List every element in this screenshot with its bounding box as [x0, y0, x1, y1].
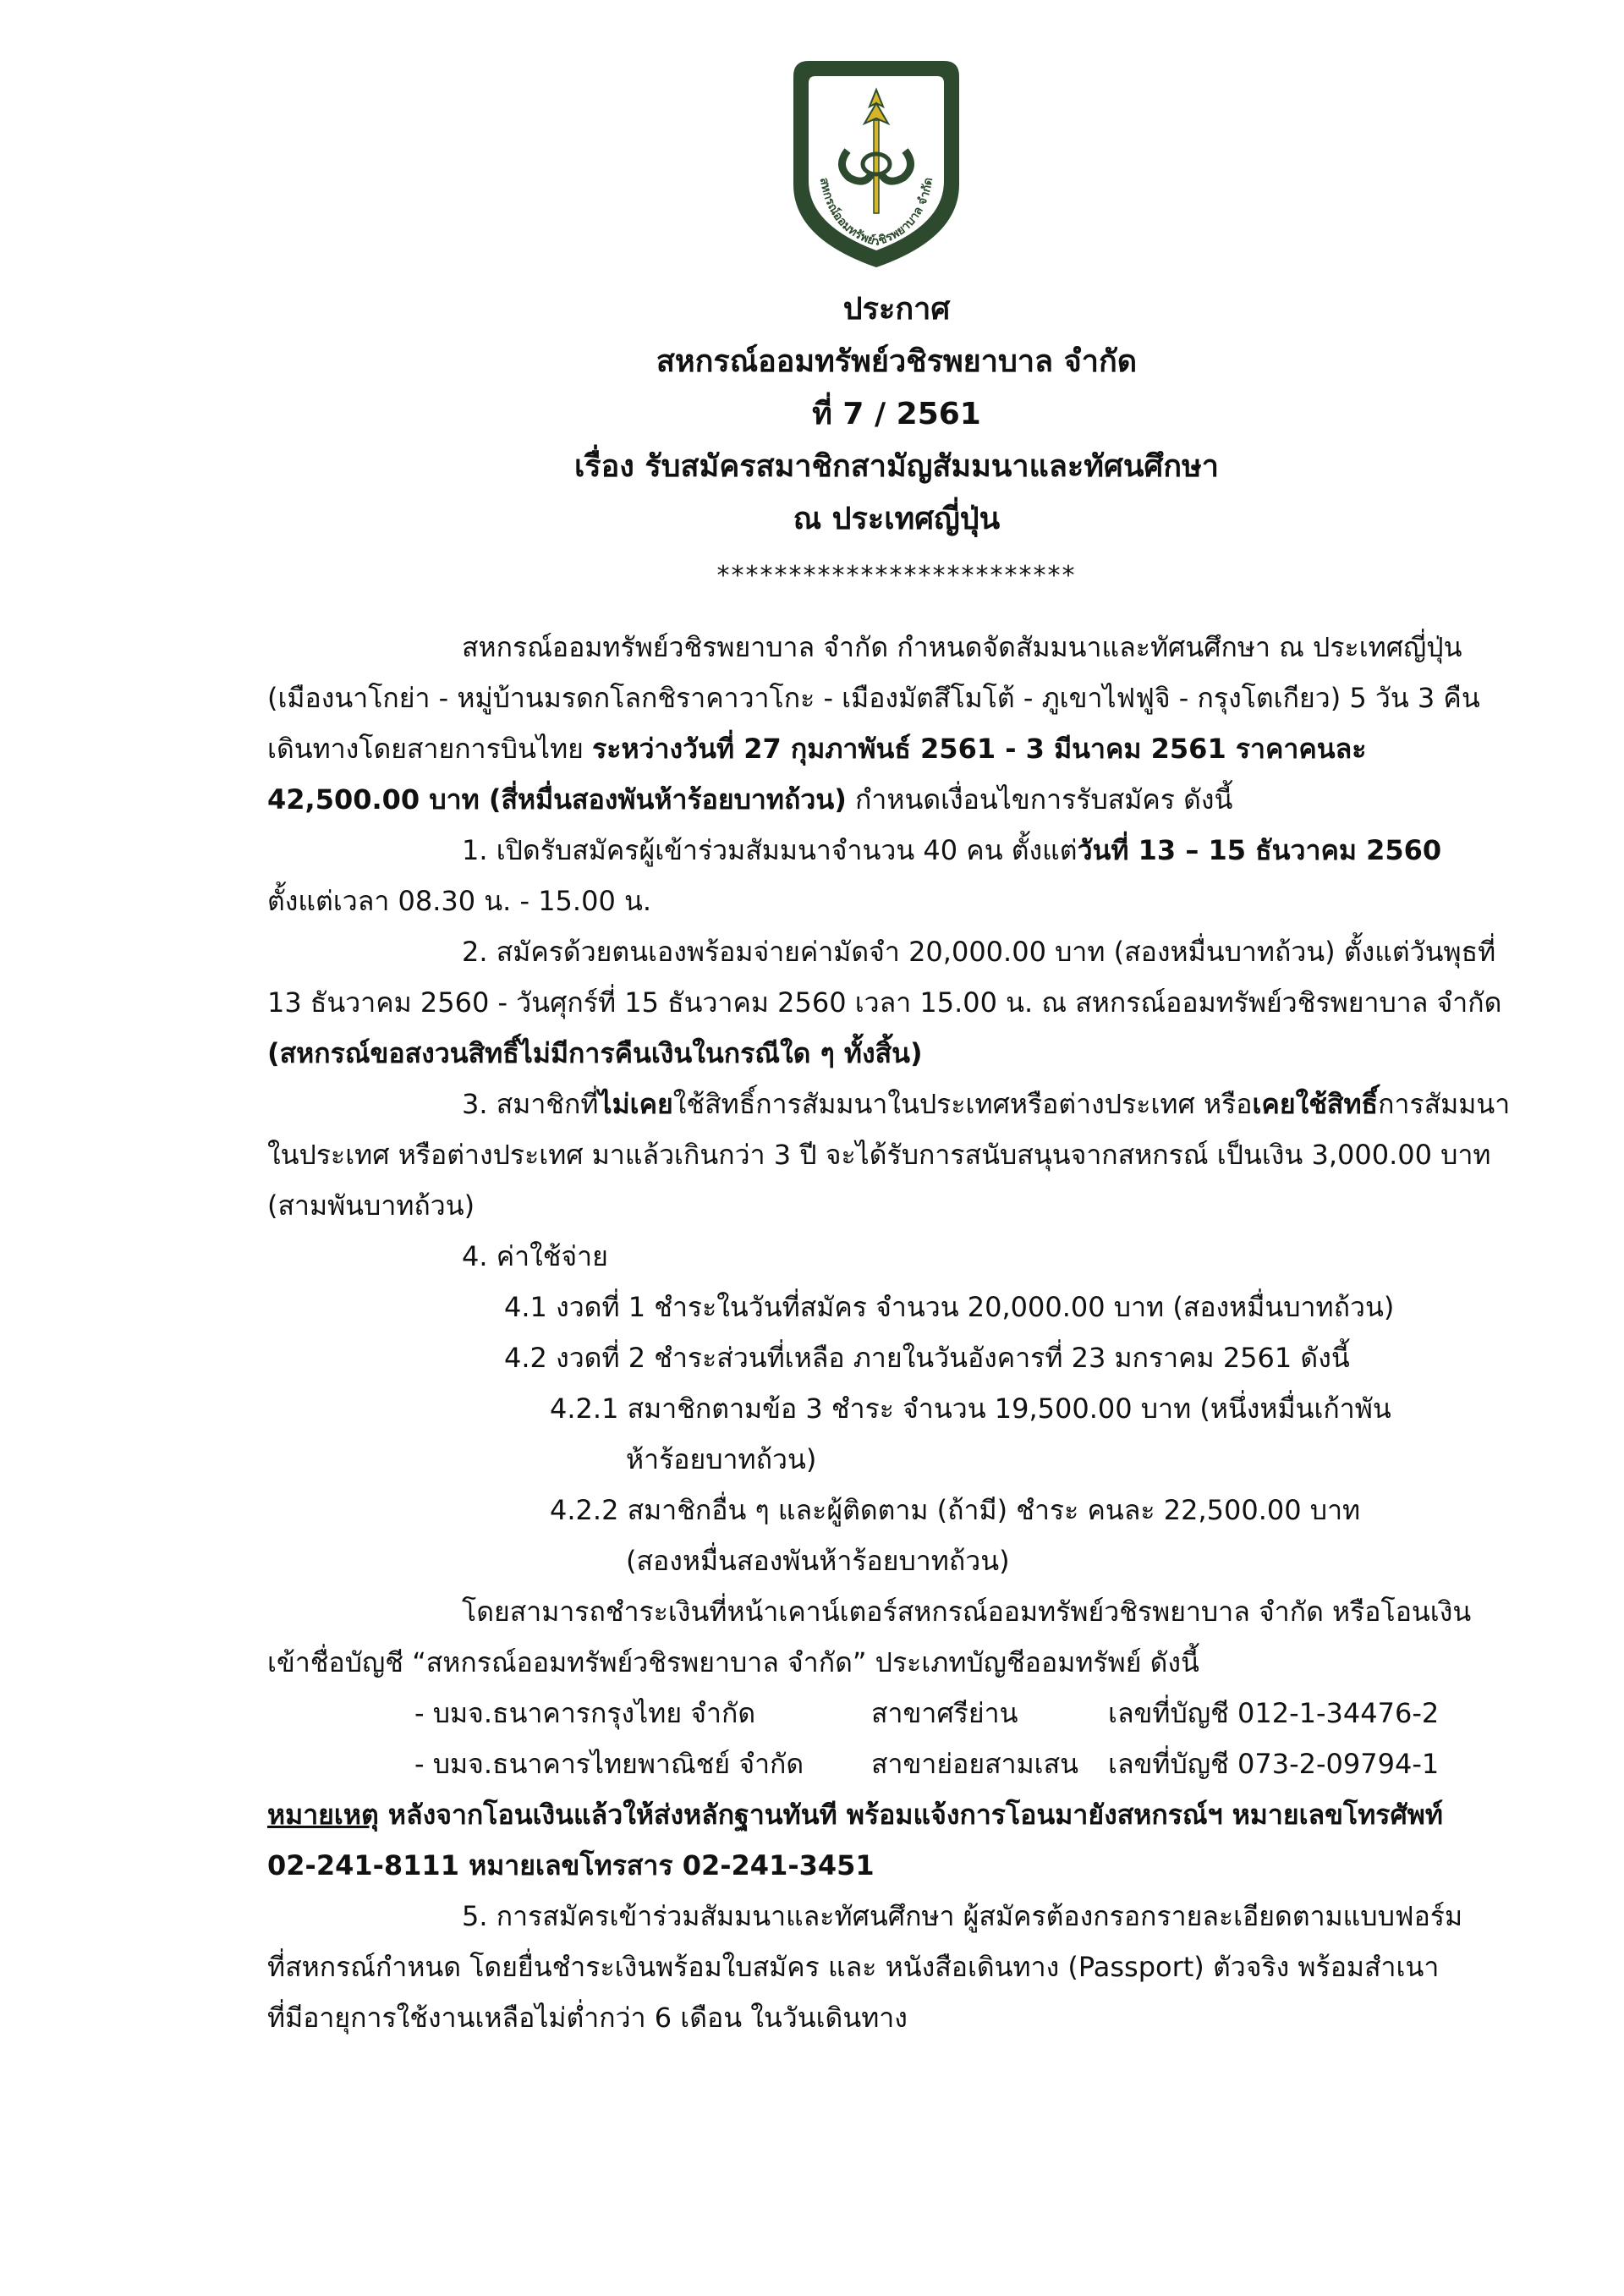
item-5-line-2: ที่สหกรณ์กำหนด โดยยื่นชำระเงินพร้อมใบสมัคร และ หนังสือเดินทาง (Passport) ตัวจริง พร้อมสำเนา [267, 1951, 1440, 1983]
announcement-location: ณ ประเทศญี่ปุ่น [793, 502, 1001, 536]
announcement-number: ที่ 7 / 2561 [812, 397, 981, 431]
bank-2-account: เลขที่บัญชี 073-2-09794-1 [1108, 1748, 1440, 1780]
intro-text: เดินทางโดยสายการบินไทย [267, 733, 593, 765]
bank-1-branch: สาขาศรีย่าน [871, 1697, 1018, 1729]
item-1-line-2: ตั้งแต่เวลา 08.30 น. - 15.00 น. [267, 885, 652, 917]
bank-2-name: - บมจ.ธนาคารไทยพาณิชย์ จำกัด [414, 1748, 804, 1780]
intro-line-2: (เมืองนาโกย่า - หมู่บ้านมรดกโลกชิราคาวาโกะ - เมืองมัตสึโมโต้ - ภูเขาไฟฟูจิ - กรุงโตเกียว) 5 วัน 3 คืน [267, 682, 1480, 714]
separator-stars: ************************* [716, 561, 1077, 590]
item-3-line-1 [462, 1079, 1510, 1129]
item-3-line-3: (สามพันบาทถ้วน) [267, 1189, 475, 1222]
intro-conditions: กำหนดเงื่อนไขการรับสมัคร ดังนี้ [846, 783, 1233, 816]
item-1-dates: วันที่ 13 – 15 ธันวาคม 2560 [1077, 834, 1442, 866]
bank-1-name: - บมจ.ธนาคารกรุงไทย จำกัด [414, 1697, 756, 1729]
payment-line-2: เข้าชื่อบัญชี “สหกรณ์ออมทรัพย์วชิรพยาบาล จำกัด” ประเภทบัญชีออมทรัพย์ ดังนี้ [267, 1646, 1199, 1678]
item-4-title: 4. ค่าใช้จ่าย [462, 1240, 608, 1272]
note-label: หมายเหตุ [267, 1799, 379, 1831]
item-3-never: ไม่เคย [598, 1088, 673, 1120]
item-1-text: 1. เปิดรับสมัครผู้เข้าร่วมสัมมนาจำนวน 40 คน ตั้งแต่ [462, 834, 1078, 866]
item-4-2-2-line-1: 4.2.2 สมาชิกอื่น ๆ และผู้ติดตาม (ถ้ามี) ชำระ คนละ 22,500.00 บาท [550, 1494, 1361, 1526]
item-4-2-1-line-2: ห้าร้อยบาทถ้วน) [626, 1443, 817, 1475]
trip-dates-price: ระหว่างวันที่ 27 กุมภาพันธ์ 2561 - 3 มีนาคม 2561 ราคาคนละ [592, 733, 1367, 765]
item-3-text-e: การสัมมนา [1378, 1088, 1511, 1120]
note-line-2: 02-241-8111 หมายเลขโทรสาร 02-241-3451 [267, 1849, 875, 1881]
announcement-subject: เรื่อง รับสมัครสมาชิกสามัญสัมมนาและทัศนศึกษา [573, 449, 1220, 484]
intro-line-1: สหกรณ์ออมทรัพย์วชิรพยาบาล จำกัด กำหนดจัดสัมมนาและทัศนศึกษา ณ ประเทศญี่ปุ่น [462, 631, 1462, 663]
item-4-2-1-line-1: 4.2.1 สมาชิกตามข้อ 3 ชำระ จำนวน 19,500.00 บาท (หนึ่งหมื่นเก้าพัน [550, 1392, 1391, 1425]
item-2-line-3: (สหกรณ์ขอสงวนสิทธิ์ไม่มีการคืนเงินในกรณีใด ๆ ทั้งสิ้น) [267, 1037, 923, 1069]
organization-name: สหกรณ์ออมทรัพย์วชิรพยาบาล จำกัด [656, 344, 1138, 379]
item-5-line-1: 5. การสมัครเข้าร่วมสัมมนาและทัศนศึกษา ผู้สมัครต้องกรอกรายละเอียดตามแบบฟอร์ม [462, 1900, 1463, 1932]
intro-line-3 [267, 724, 1366, 773]
note-text: หลังจากโอนเงินแล้วให้ส่งหลักฐานทันที พร้อมแจ้งการโอนมายังสหกรณ์ฯ หมายเลขโทรศัพท์ [378, 1799, 1443, 1831]
trip-price: 42,500.00 บาท (สี่หมื่นสองพันห้าร้อยบาทถ้วน) [267, 783, 847, 816]
item-4-1: 4.1 งวดที่ 1 ชำระในวันที่สมัคร จำนวน 20,000.00 บาท (สองหมื่นบาทถ้วน) [504, 1291, 1395, 1323]
item-2-line-1: 2. สมัครด้วยตนเองพร้อมจ่ายค่ามัดจำ 20,000.00 บาท (สองหมื่นบาทถ้วน) ตั้งแต่วันพุธที่ [462, 936, 1496, 968]
announcement-title: ประกาศ [842, 292, 951, 327]
item-1-line-1 [462, 826, 1441, 875]
bank-1-account: เลขที่บัญชี 012-1-34476-2 [1108, 1697, 1440, 1729]
item-5-line-3: ที่มีอายุการใช้งานเหลือไม่ต่ำกว่า 6 เดือน ในวันเดินทาง [267, 2002, 908, 2034]
note-line-1 [267, 1790, 1443, 1839]
item-3-line-2: ในประเทศ หรือต่างประเทศ มาแล้วเกินกว่า 3 ปี จะได้รับการสนับสนุนจากสหกรณ์ เป็นเงิน 3,000.00 บาท [267, 1139, 1491, 1171]
item-4-2-2-line-2: (สองหมื่นสองพันห้าร้อยบาทถ้วน) [626, 1545, 1010, 1577]
cooperative-logo [787, 58, 966, 271]
item-2-line-2: 13 ธันวาคม 2560 - วันศุกร์ที่ 15 ธันวาคม 2560 เวลา 15.00 น. ณ สหกรณ์ออมทรัพย์วชิรพยาบาล จำกัด [267, 986, 1502, 1019]
item-4-2: 4.2 งวดที่ 2 ชำระส่วนที่เหลือ ภายในวันอังคารที่ 23 มกราคม 2561 ดังนี้ [504, 1342, 1350, 1374]
bank-2-branch: สาขาย่อยสามเสน [871, 1748, 1078, 1780]
item-3-text-c: ใช้สิทธิ์การสัมมนาในประเทศหรือต่างประเทศ หรือ [672, 1088, 1253, 1120]
logo-text: สหกรณ์ออมทรัพย์วชิรพยาบาล จำกัด [816, 176, 936, 250]
item-3-used: เคยใช้สิทธิ์ [1252, 1088, 1379, 1120]
item-3-text-a: 3. สมาชิกที่ [462, 1088, 599, 1120]
intro-line-4 [267, 775, 1232, 824]
payment-line-1: โดยสามารถชำระเงินที่หน้าเคาน์เตอร์สหกรณ์ออมทรัพย์วชิรพยาบาล จำกัด หรือโอนเงิน [462, 1596, 1472, 1628]
